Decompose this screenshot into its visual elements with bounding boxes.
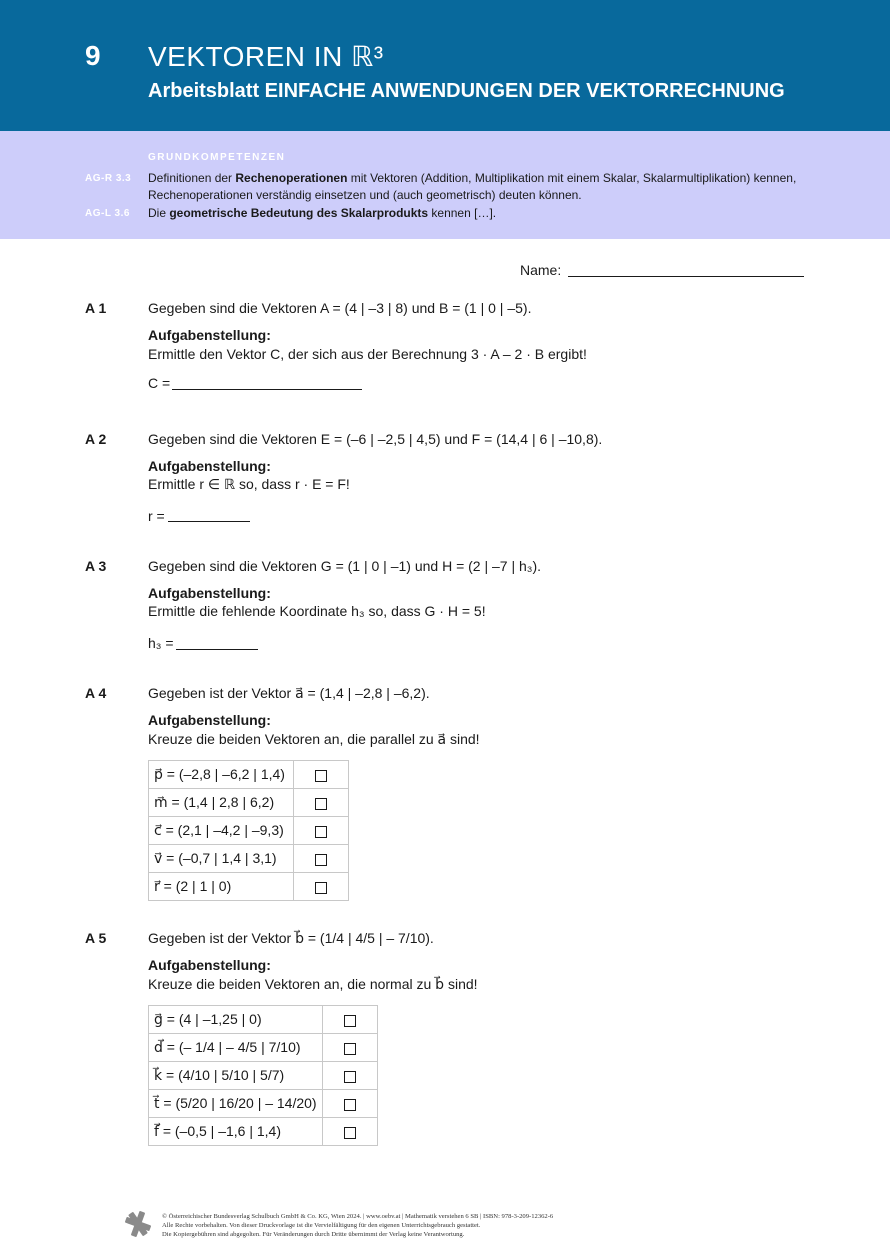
option-row [149, 1118, 378, 1146]
checkbox[interactable] [344, 1071, 356, 1083]
kompetenz-text [148, 205, 496, 222]
worksheet-subtitle: Arbeitsblatt EINFACHE ANWENDUNGEN DER VEKTORRECHNUNG [148, 80, 785, 102]
checkbox[interactable] [315, 770, 327, 782]
checkbox[interactable] [344, 1015, 356, 1027]
checkbox[interactable] [315, 826, 327, 838]
task-label-a2: A 2 [85, 431, 107, 447]
task-label-a3: A 3 [85, 558, 107, 574]
kompetenz-text-pre: Die [148, 206, 170, 220]
task-a1-heading: Aufgabenstellung: [148, 327, 271, 343]
option-row [149, 761, 349, 789]
kompetenz-text-bold: geometrische Bedeutung des Skalarprodukts [169, 206, 429, 220]
kompetenz-text-pre: Definitionen der [148, 171, 236, 185]
task-a3-given: Gegeben sind die Vektoren G = (1 | 0 | –1) und H = (2 | –7 | h₃). [148, 558, 542, 574]
task-a5-heading: Aufgabenstellung: [148, 957, 271, 973]
option-checkbox-cell [294, 845, 349, 873]
option-label: t⃗ = (5/20 | 16/20 | – 14/20) [149, 1090, 323, 1118]
kompetenzen-heading: GRUNDKOMPETENZEN [148, 152, 286, 163]
task-label-a5: A 5 [85, 930, 107, 946]
kompetenz-text-post: mit Vektoren (Addition, Multiplikation mit einem Skalar, Skalarmultiplikation) kennen, [347, 171, 797, 185]
task-a4-instruction: Kreuze die beiden Vektoren an, die parallel zu a⃗ sind! [148, 731, 480, 747]
footer-copyright: © Österreichischer Bundesverlag Schulbuch GmbH & Co. KG, Wien 2024. | www.oebv.at | Mathematik verstehen 6 SB | ISBN: 978-3-209-12362-6 [162, 1213, 554, 1220]
task-a4-options-table [148, 760, 349, 901]
chapter-header [0, 0, 890, 131]
kompetenz-text-line2: Rechenoperationen verständig einsetzen und (auch geometrisch) deuten können. [148, 188, 582, 202]
option-row [149, 817, 349, 845]
task-a3-instruction: Ermittle die fehlende Koordinate h₃ so, dass G · H = 5! [148, 603, 486, 619]
option-row [149, 1006, 378, 1034]
task-a5-given: Gegeben ist der Vektor b⃗ = (1/4 | 4/5 | – 7/10). [148, 930, 434, 946]
option-checkbox-cell [322, 1090, 377, 1118]
option-label: k⃗ = (4/10 | 5/10 | 5/7) [149, 1062, 323, 1090]
kompetenz-text-post: kennen […]. [428, 206, 497, 220]
option-label: f⃗ = (–0,5 | –1,6 | 1,4) [149, 1118, 323, 1146]
option-label: p⃗ = (–2,8 | –6,2 | 1,4) [149, 761, 294, 789]
kompetenz-code: AG-L 3.6 [85, 208, 130, 219]
task-a5-instruction: Kreuze die beiden Vektoren an, die normal zu b⃗ sind! [148, 976, 478, 992]
kompetenz-text [148, 170, 796, 204]
kompetenz-text-bold: Rechenoperationen [235, 171, 348, 185]
option-row [149, 789, 349, 817]
task-a3-answer-line[interactable] [176, 649, 258, 650]
option-checkbox-cell [322, 1118, 377, 1146]
option-checkbox-cell [294, 817, 349, 845]
task-a5-options-table [148, 1005, 378, 1146]
footer-fees: Die Kopiergebühren sind abgegolten. Für Veränderungen durch Dritte übernimmt der Verlag keine Verantwortung. [162, 1231, 465, 1238]
checkbox[interactable] [344, 1043, 356, 1055]
option-checkbox-cell [294, 873, 349, 901]
footer-rights: Alle Rechte vorbehalten. Von dieser Druckvorlage ist die Vervielfältigung für den eigenen Unterrichtsgebrauch gestattet. [162, 1222, 481, 1229]
task-a3-heading: Aufgabenstellung: [148, 585, 271, 601]
task-a1-instruction: Ermittle den Vektor C, der sich aus der Berechnung 3 · A – 2 · B ergibt! [148, 346, 587, 362]
task-a2-heading: Aufgabenstellung: [148, 458, 271, 474]
checkbox[interactable] [344, 1127, 356, 1139]
option-label: c⃗ = (2,1 | –4,2 | –9,3) [149, 817, 294, 845]
option-checkbox-cell [322, 1006, 377, 1034]
task-a2-answer-label: r = [148, 508, 165, 524]
checkbox[interactable] [344, 1099, 356, 1111]
option-label: g⃗ = (4 | –1,25 | 0) [149, 1006, 323, 1034]
option-checkbox-cell [322, 1034, 377, 1062]
option-row [149, 1062, 378, 1090]
task-a4-heading: Aufgabenstellung: [148, 712, 271, 728]
option-label: v⃗ = (–0,7 | 1,4 | 3,1) [149, 845, 294, 873]
task-a2-given: Gegeben sind die Vektoren E = (–6 | –2,5 | 4,5) und F = (14,4 | 6 | –10,8). [148, 431, 603, 447]
checkbox[interactable] [315, 798, 327, 810]
task-a1-answer-line[interactable] [172, 389, 362, 390]
task-a1-answer-label: C = [148, 375, 171, 391]
option-checkbox-cell [322, 1062, 377, 1090]
chapter-number: 9 [85, 40, 101, 71]
name-input-line[interactable] [568, 276, 804, 277]
option-row [149, 1090, 378, 1118]
option-label: d⃗ = (– 1/4 | – 4/5 | 7/10) [149, 1034, 323, 1062]
option-row [149, 845, 349, 873]
task-label-a4: A 4 [85, 685, 107, 701]
kompetenz-code: AG-R 3.3 [85, 173, 132, 184]
option-row [149, 1034, 378, 1062]
task-label-a1: A 1 [85, 300, 107, 316]
publisher-logo-icon [124, 1210, 152, 1238]
task-a4-given: Gegeben ist der Vektor a⃗ = (1,4 | –2,8 | –6,2). [148, 685, 430, 701]
task-a2-answer-line[interactable] [168, 521, 250, 522]
task-a2-instruction: Ermittle r ∈ ℝ so, dass r · E = F! [148, 476, 350, 492]
chapter-title: VEKTOREN IN ℝ³ [148, 41, 384, 72]
option-label: r⃗ = (2 | 1 | 0) [149, 873, 294, 901]
task-a3-answer-label: h₃ = [148, 635, 174, 651]
option-checkbox-cell [294, 761, 349, 789]
name-label: Name: [520, 262, 562, 278]
kompetenzen-box [0, 131, 890, 239]
checkbox[interactable] [315, 854, 327, 866]
task-a1-given: Gegeben sind die Vektoren A = (4 | –3 | 8) und B = (1 | 0 | –5). [148, 300, 532, 316]
option-checkbox-cell [294, 789, 349, 817]
option-label: m⃗ = (1,4 | 2,8 | 6,2) [149, 789, 294, 817]
checkbox[interactable] [315, 882, 327, 894]
option-row [149, 873, 349, 901]
